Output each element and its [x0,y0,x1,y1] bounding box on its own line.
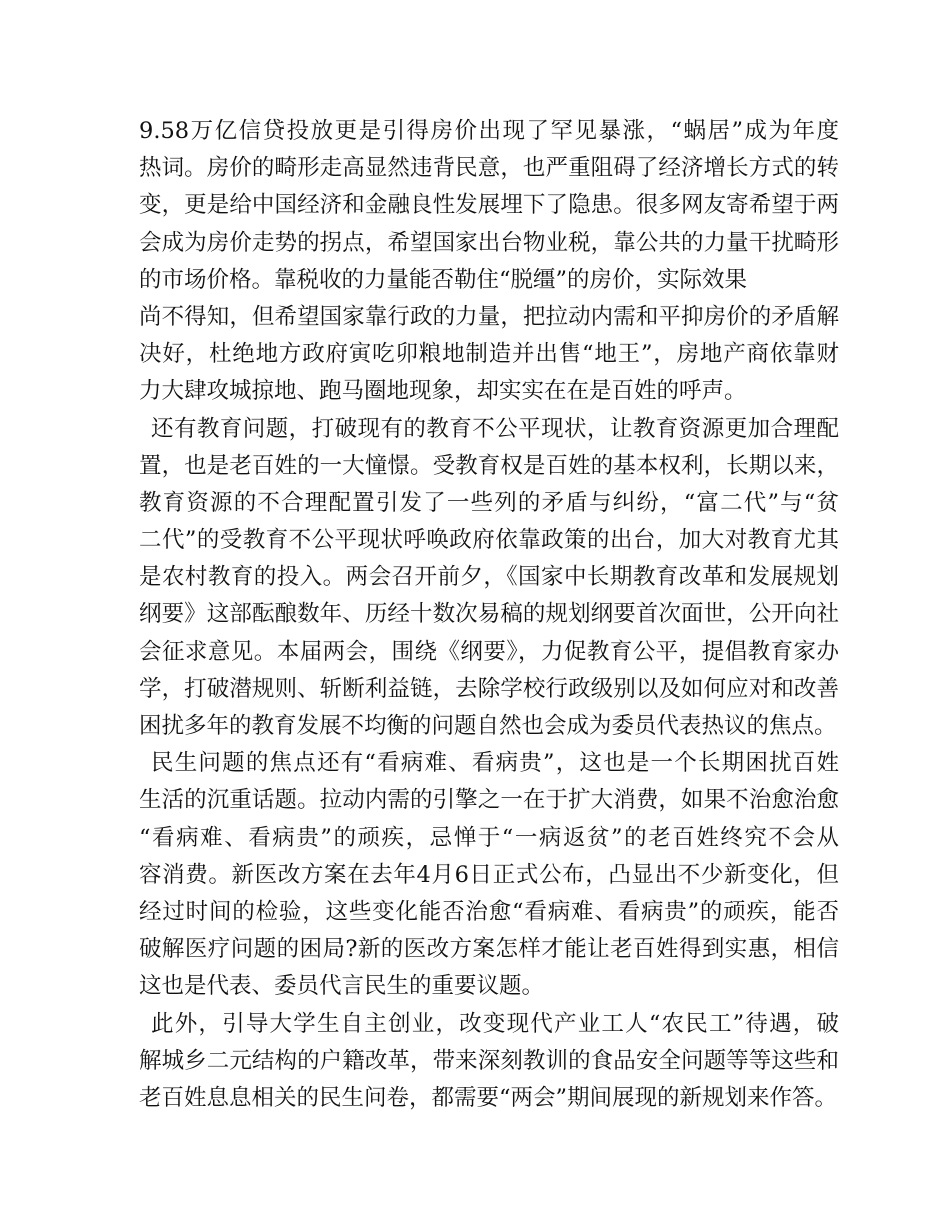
text-line: 的市场价格。靠税收的力量能否勒住“脱缰”的房价，实际效果 [139,266,748,293]
text-line: 解城乡二元结构的户籍改革，带来深刻教训的食品安全问题等等这些和 [139,1047,839,1074]
text-line: 是农村教育的投入。两会召开前夕，《国家中长期教育改革和发展规划 [139,564,839,591]
text-line: 困扰多年的教育发展不均衡的问题自然也会成为委员代表热议的焦点。 [139,713,837,739]
text-line: 教育资源的不合理配置引发了一些列的矛盾与纠纷，“富二代”与“贫 [139,489,839,516]
text-line: 纲要》这部酝酿数年、历经十数次易稿的规划纲要首次面世，公开向社 [139,601,839,628]
text-line: 二代”的受教育不公平现状呼唤政府依靠政策的出台，加大对教育尤其 [139,527,839,554]
text-line: 9.58万亿信贷投放更是引得房价出现了罕见暴涨，“蜗居”成为年度 [139,118,839,144]
text-line: 会成为房价走势的拐点，希望国家出台物业税，靠公共的力量干扰畸形 [139,229,839,256]
text-line: 置，也是老百姓的一大憧憬。受教育权是百姓的基本权利，长期以来， [139,452,839,479]
text-line: “看病难、看病贵”的顽疾，忌惮于“一病返贫”的老百姓终究不会从 [139,824,839,851]
text-line: 还有教育问题，打破现有的教育不公平现状，让教育资源更加合理配 [151,415,839,442]
text-line: 尚不得知，但希望国家靠行政的力量，把拉动内需和平抑房价的矛盾解 [139,303,839,330]
text-line: 此外，引导大学生自主创业，改变现代产业工人“农民工”待遇，破 [151,1010,839,1037]
text-line: 民生问题的焦点还有“看病难、看病贵”，这也是一个长期困扰百姓 [151,750,839,777]
text-line: 决好，杜绝地方政府寅吃卯粮地制造并出售“地王”，房地产商依靠财 [139,341,839,368]
text-line: 生活的沉重话题。拉动内需的引擎之一在于扩大消费，如果不治愈治愈 [139,787,839,814]
text-line: 力大肆攻城掠地、跑马圈地现象，却实实在在是百姓的呼声。 [139,378,747,405]
text-line: 经过时间的检验，这些变化能否治愈“看病难、看病贵”的顽疾，能否 [139,898,839,925]
text-line: 学，打破潜规则、斩断利益链，去除学校行政级别以及如何应对和改善 [139,675,839,702]
text-line: 变，更是给中国经济和金融良性发展埋下了隐患。很多网友寄希望于两 [139,192,839,219]
text-line: 破解医疗问题的困局?新的医改方案怎样才能让老百姓得到实惠，相信 [139,936,839,963]
document-body-text [139,113,839,1117]
text-line: 热词。房价的畸形走高显然违背民意，也严重阻碍了经济增长方式的转 [139,155,839,182]
text-line: 这也是代表、委员代言民生的重要议题。 [139,973,545,1000]
text-line: 容消费。新医改方案在去年4月6日正式公布，凸显出不少新变化，但 [139,861,839,888]
text-line: 老百姓息息相关的民生问卷，都需要“两会”期间展现的新规划来作答。 [139,1084,838,1111]
text-line: 会征求意见。本届两会，围绕《纲要》，力促教育公平，提倡教育家办 [139,638,839,665]
